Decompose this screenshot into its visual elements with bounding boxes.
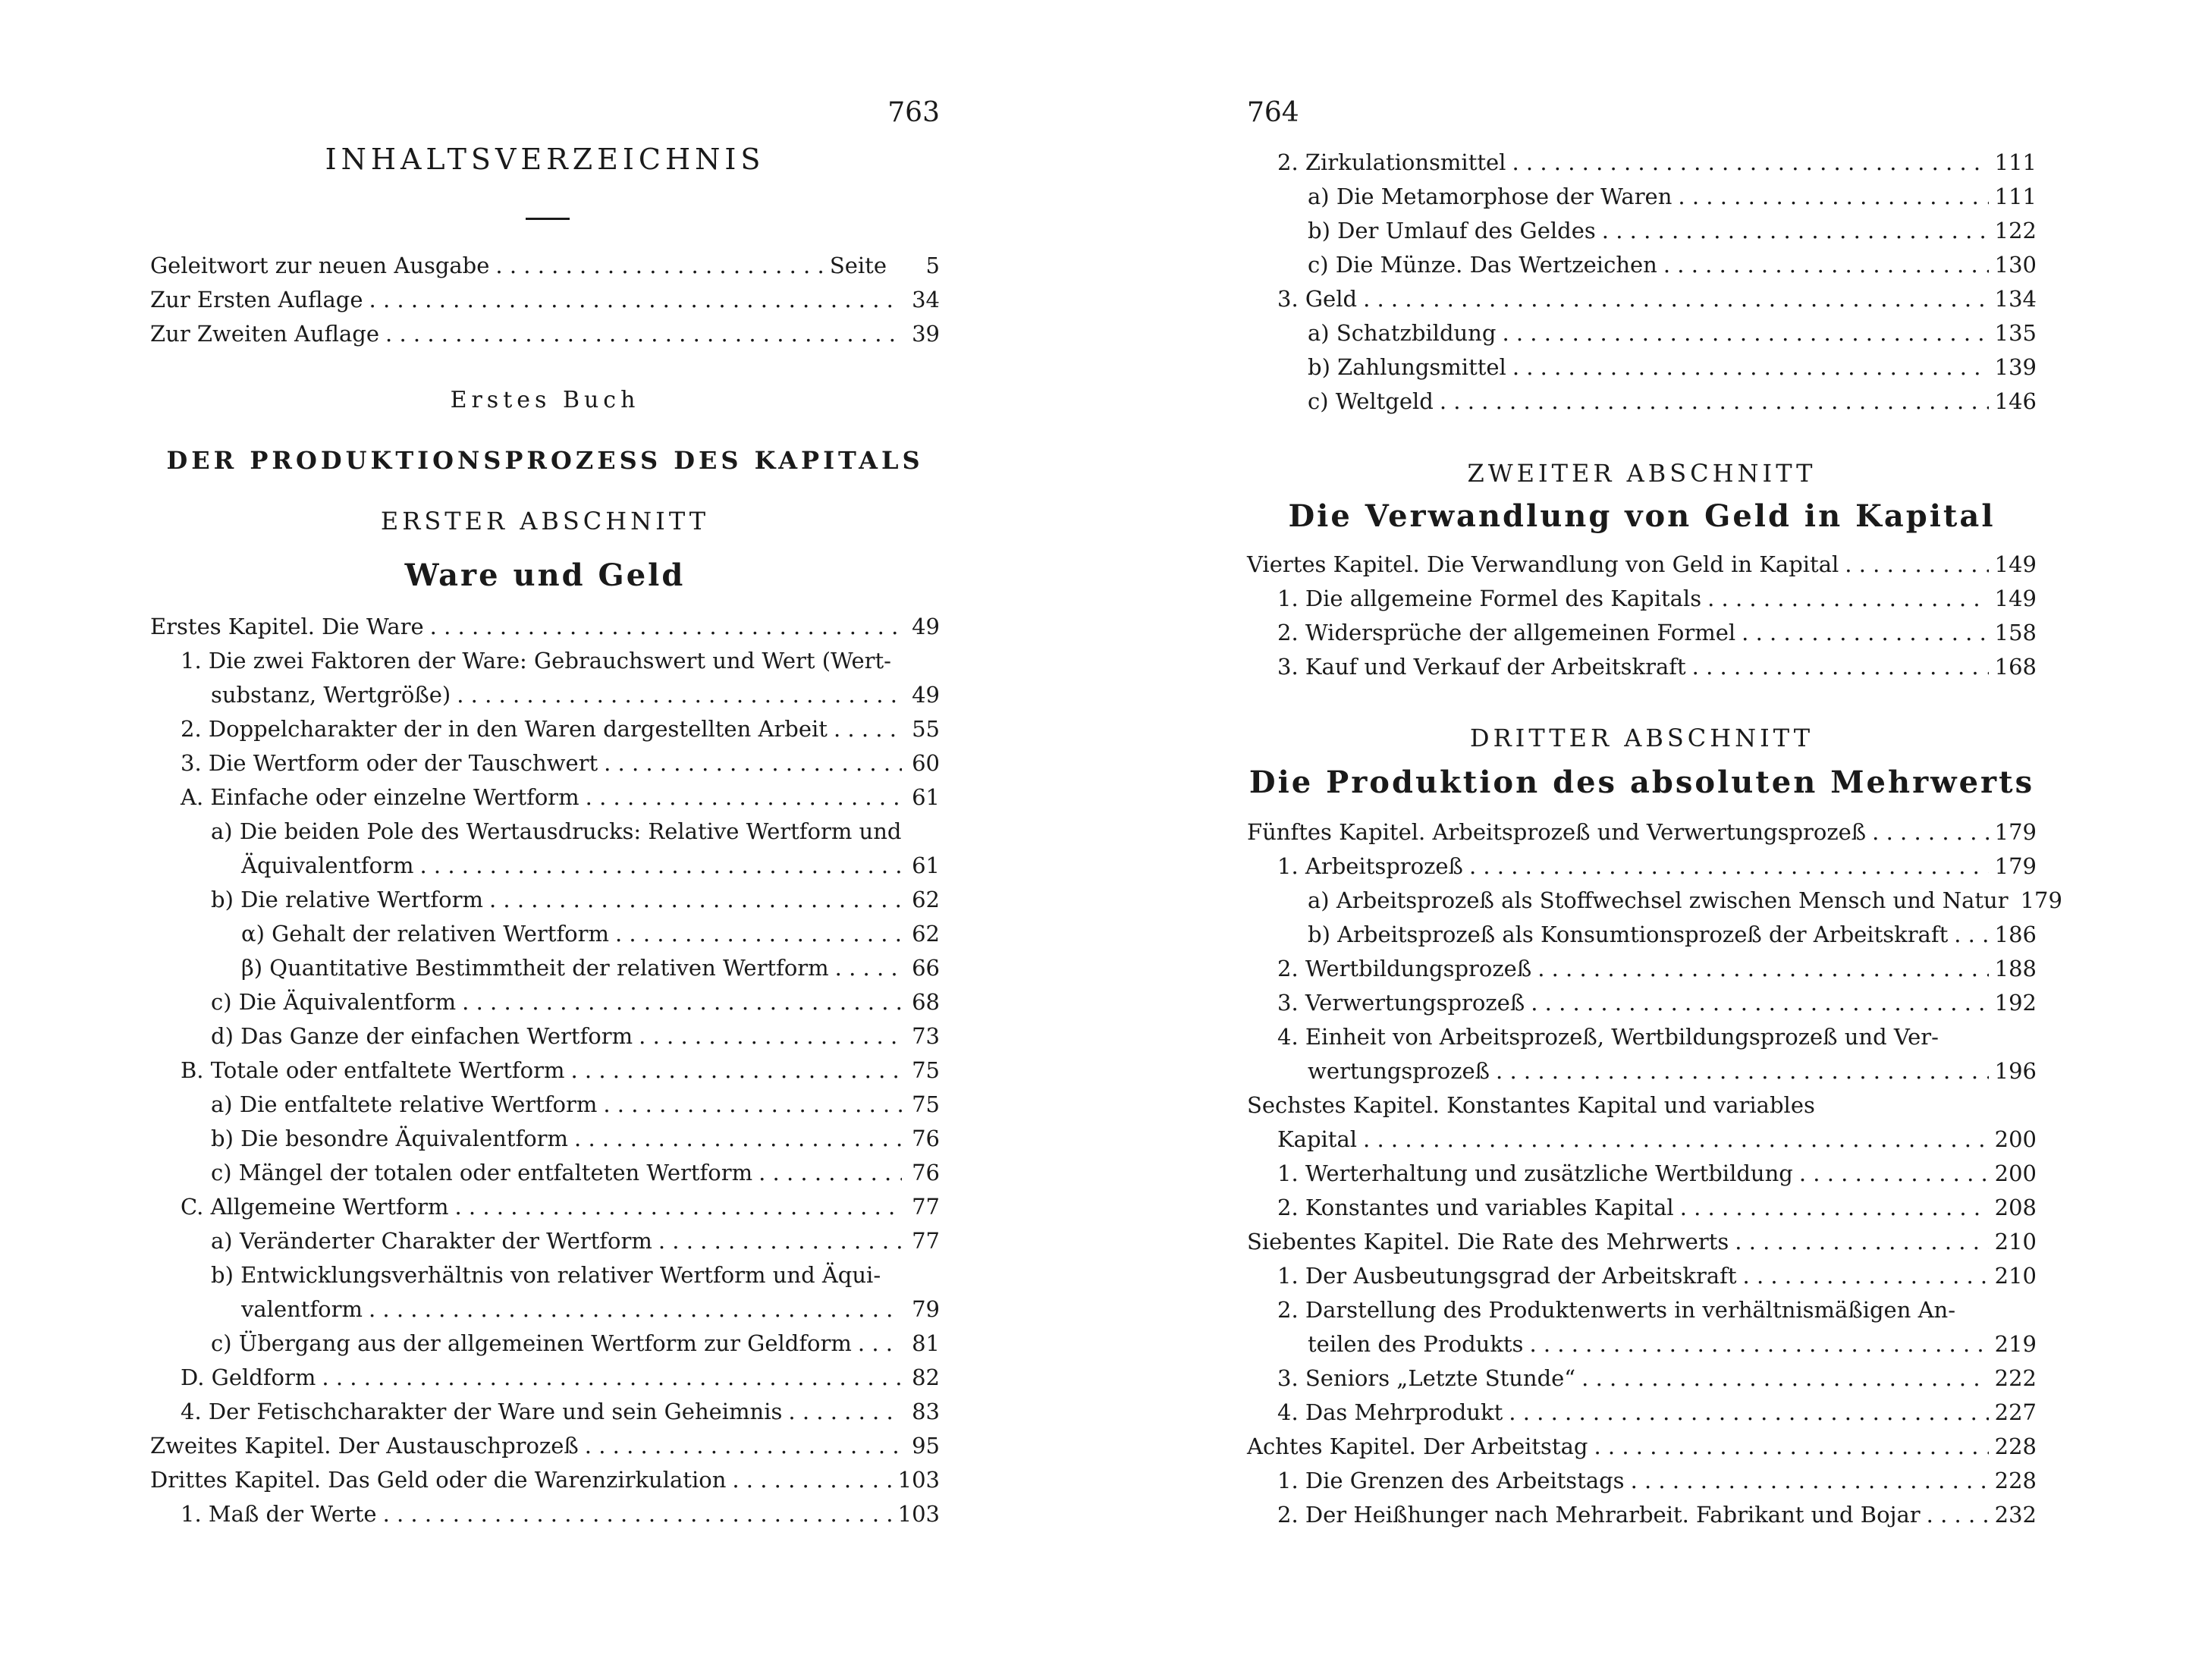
entry-title: 1. Die Grenzen des Arbeitstags bbox=[1277, 1468, 1625, 1493]
toc-entry bbox=[1247, 1293, 2037, 1327]
entry-title: Zur Ersten Auflage bbox=[150, 287, 363, 312]
dot-leader bbox=[1927, 1498, 1989, 1532]
entry-title: Geleitwort zur neuen Ausgabe bbox=[150, 253, 490, 278]
entry-title: α) Gehalt der relativen Wertform bbox=[241, 921, 609, 947]
section-title: Die Verwandlung von Geld in Kapital bbox=[1288, 498, 1996, 534]
entry-title: 3. Kauf und Verkauf der Arbeitskraft bbox=[1277, 654, 1686, 680]
dot-leader bbox=[615, 917, 902, 951]
dot-leader bbox=[454, 1190, 902, 1224]
entry-title: c) Übergang aus der allgemeinen Wertform zur Geldform bbox=[211, 1330, 852, 1356]
entry-page-number: 130 bbox=[1994, 252, 2037, 278]
toc-entry bbox=[1247, 815, 2037, 849]
toc-entry bbox=[150, 780, 940, 815]
entry-title: Äquivalentform bbox=[241, 853, 414, 878]
dot-leader bbox=[1872, 815, 1988, 849]
dot-leader bbox=[1663, 248, 1989, 282]
page-number: 763 bbox=[887, 97, 940, 128]
entry-page-number: 227 bbox=[1994, 1399, 2037, 1425]
entry-title: a) Arbeitsprozeß als Stoffwechsel zwischen Mensch und Natur bbox=[1308, 887, 2009, 913]
entry-page-number: 122 bbox=[1994, 218, 2037, 243]
dot-leader bbox=[1531, 986, 1988, 1020]
book-title: DER PRODUKTIONSPROZESS DES KAPITALS bbox=[166, 446, 924, 475]
entry-page-number: 219 bbox=[1994, 1331, 2037, 1357]
entry-title: a) Schatzbildung bbox=[1308, 320, 1497, 346]
entry-page-number: 134 bbox=[1994, 286, 2037, 312]
entry-title: 2. Der Heißhunger nach Mehrarbeit. Fabrikant und Bojar bbox=[1277, 1502, 1921, 1528]
entry-title: 2. Doppelcharakter der in den Waren dargestellten Arbeit bbox=[181, 716, 828, 742]
entry-title: 3. Seniors „Letzte Stunde“ bbox=[1277, 1365, 1576, 1391]
toc-entry bbox=[1247, 1327, 2037, 1361]
entry-page-number: 103 bbox=[897, 1501, 940, 1527]
entry-title: 2. Wertbildungsprozeß bbox=[1277, 956, 1532, 981]
entry-title: b) Die relative Wertform bbox=[211, 887, 483, 912]
entry-page-number: 149 bbox=[1994, 551, 2037, 577]
entry-page-number: 196 bbox=[1994, 1058, 2037, 1084]
toc-entry bbox=[150, 815, 940, 849]
toc-entry bbox=[150, 1292, 940, 1327]
toc-entry bbox=[150, 1088, 940, 1122]
toc-entry bbox=[150, 1361, 940, 1395]
dot-leader bbox=[1537, 952, 1988, 986]
toc-entry bbox=[150, 985, 940, 1019]
entry-page-number: 179 bbox=[2020, 887, 2062, 913]
toc-list-section2 bbox=[1247, 548, 2037, 684]
toc-entry bbox=[150, 917, 940, 951]
dot-leader bbox=[1502, 316, 1988, 350]
entry-title: b) Die besondre Äquivalentform bbox=[211, 1126, 569, 1151]
toc-entry bbox=[1247, 548, 2037, 582]
toc-entry bbox=[1247, 1361, 2037, 1396]
toc-entry bbox=[150, 1122, 940, 1156]
entry-page-number: 62 bbox=[912, 887, 940, 912]
dot-leader bbox=[1799, 1157, 1989, 1191]
entry-title: 4. Der Fetischcharakter der Ware und sein Geheimnis bbox=[181, 1399, 783, 1424]
entry-page-number: 62 bbox=[912, 921, 940, 947]
entry-page-number: 60 bbox=[912, 750, 940, 776]
toc-entry bbox=[1247, 146, 2037, 180]
toc-entry bbox=[1247, 650, 2037, 684]
entry-page-number: 210 bbox=[1994, 1229, 2037, 1255]
toc-entry bbox=[150, 1156, 940, 1190]
entry-page-number: 75 bbox=[912, 1057, 940, 1083]
entry-title: 3. Geld bbox=[1277, 286, 1358, 312]
dot-leader bbox=[383, 1497, 892, 1531]
entry-page-number: 232 bbox=[1994, 1502, 2037, 1528]
entry-page-number: 139 bbox=[1994, 354, 2037, 380]
dot-leader bbox=[1529, 1327, 1988, 1361]
toc-entry bbox=[150, 883, 940, 917]
dot-leader bbox=[1496, 1054, 1989, 1088]
toc-entry bbox=[1247, 1225, 2037, 1259]
entry-page-number: 210 bbox=[1994, 1263, 2037, 1289]
entry-page-number: 49 bbox=[912, 682, 940, 708]
dot-leader bbox=[1707, 582, 1989, 616]
entry-title: Erstes Kapitel. Die Ware bbox=[150, 614, 424, 639]
toc-entry bbox=[1247, 1498, 2037, 1532]
toc-entry bbox=[150, 1497, 940, 1531]
entry-page-number: 55 bbox=[912, 716, 940, 742]
entry-title: 3. Die Wertform oder der Tauschwert bbox=[181, 750, 598, 776]
dot-leader bbox=[1680, 1191, 1989, 1225]
toc-entry bbox=[150, 283, 940, 317]
entry-title: c) Die Äquivalentform bbox=[211, 989, 457, 1015]
toc-entry bbox=[1247, 214, 2037, 248]
toc-entry bbox=[150, 678, 940, 712]
toc-list-section3 bbox=[1247, 815, 2062, 1532]
dot-leader bbox=[419, 849, 902, 883]
dot-leader bbox=[369, 1292, 902, 1327]
toc-entry bbox=[1247, 350, 2037, 385]
entry-title: Zur Zweiten Auflage bbox=[150, 321, 380, 347]
toc-entry bbox=[150, 951, 940, 985]
entry-title: d) Das Ganze der einfachen Wertform bbox=[211, 1023, 633, 1049]
entry-title: Kapital bbox=[1277, 1126, 1358, 1152]
dot-leader bbox=[759, 1156, 902, 1190]
toc-entry bbox=[1247, 582, 2037, 616]
toc-entry bbox=[150, 1019, 940, 1054]
dot-leader bbox=[1509, 1396, 1988, 1430]
entry-title: Sechstes Kapitel. Konstantes Kapital und variables bbox=[1247, 1092, 1815, 1118]
entry-page-number: 192 bbox=[1994, 990, 2037, 1016]
entry-page-number: 49 bbox=[912, 614, 940, 639]
section-heading: ZWEITER ABSCHNITT bbox=[1467, 459, 1817, 488]
dot-leader bbox=[1469, 849, 1989, 884]
entry-title: 2. Konstantes und variables Kapital bbox=[1277, 1195, 1674, 1220]
toc-entry bbox=[1247, 1054, 2037, 1088]
entry-title: 2. Zirkulationsmittel bbox=[1277, 149, 1506, 175]
toc-entry bbox=[1247, 180, 2037, 214]
front-matter-list bbox=[150, 249, 940, 351]
entry-title: β) Quantitative Bestimmtheit der relativen Wertform bbox=[241, 955, 829, 981]
dot-leader bbox=[1581, 1361, 1989, 1396]
entry-page-number: 168 bbox=[1994, 654, 2037, 680]
dot-leader bbox=[834, 712, 902, 746]
entry-page-number: 103 bbox=[897, 1467, 940, 1493]
right-page bbox=[1247, 0, 2062, 1680]
toc-entry bbox=[1247, 282, 2037, 316]
entry-title: Fünftes Kapitel. Arbeitsprozeß und Verwertungsprozeß bbox=[1247, 819, 1867, 845]
dot-leader bbox=[1735, 1225, 1988, 1259]
toc-entry bbox=[150, 317, 940, 351]
toc-entry bbox=[1247, 884, 2062, 918]
entry-page-number: 66 bbox=[912, 955, 940, 981]
entry-title: 4. Das Mehrprodukt bbox=[1277, 1399, 1503, 1425]
dot-leader bbox=[788, 1395, 902, 1429]
toc-entry bbox=[1247, 952, 2037, 986]
dot-leader bbox=[1692, 650, 1989, 684]
toc-entry bbox=[1247, 385, 2037, 419]
entry-page-number: 135 bbox=[1994, 320, 2037, 346]
toc-entry bbox=[1247, 1020, 2037, 1054]
dot-leader bbox=[1845, 548, 1988, 582]
toc-entry bbox=[1247, 1191, 2037, 1225]
dot-leader bbox=[835, 951, 902, 985]
toc-entry bbox=[1247, 1157, 2037, 1191]
toc-entry bbox=[150, 249, 940, 283]
dot-leader bbox=[1363, 282, 1989, 316]
entry-page-number: 39 bbox=[912, 321, 940, 347]
dot-leader bbox=[462, 985, 902, 1019]
toc-entry bbox=[1247, 616, 2037, 650]
entry-title: teilen des Produkts bbox=[1308, 1331, 1524, 1357]
dot-leader bbox=[369, 283, 902, 317]
dot-leader bbox=[570, 1054, 902, 1088]
toc-entry bbox=[150, 1258, 940, 1292]
entry-page-number: 188 bbox=[1994, 956, 2037, 981]
entry-title: 2. Widersprüche der allgemeinen Formel bbox=[1277, 620, 1736, 645]
toc-entry bbox=[1247, 986, 2037, 1020]
dot-leader bbox=[658, 1224, 902, 1258]
toc-list bbox=[150, 610, 940, 1531]
entry-title: c) Die Münze. Das Wertzeichen bbox=[1308, 252, 1657, 278]
entry-title: b) Entwicklungsverhältnis von relativer Wertform und Äqui- bbox=[211, 1262, 881, 1288]
dot-leader bbox=[1742, 616, 1988, 650]
dot-leader bbox=[732, 1463, 891, 1497]
entry-title: Drittes Kapitel. Das Geld oder die Warenzirkulation bbox=[150, 1467, 727, 1493]
entry-title: c) Weltgeld bbox=[1308, 388, 1434, 414]
dot-leader bbox=[1594, 1430, 1988, 1464]
toc-entry bbox=[1247, 316, 2037, 350]
dot-leader bbox=[1440, 385, 1989, 419]
entry-title: Siebentes Kapitel. Die Rate des Mehrwerts bbox=[1247, 1229, 1729, 1255]
toc-entry bbox=[1247, 1430, 2037, 1464]
entry-title: 1. Die zwei Faktoren der Ware: Gebrauchswert und Wert (Wert- bbox=[181, 648, 891, 674]
entry-page-number: 79 bbox=[912, 1296, 940, 1322]
toc-entry bbox=[1247, 849, 2037, 884]
entry-page-number: 179 bbox=[1994, 853, 2037, 879]
toc-entry bbox=[1247, 1464, 2037, 1498]
entry-title: A. Einfache oder einzelne Wertform bbox=[181, 784, 579, 810]
entry-page-number: 82 bbox=[912, 1364, 940, 1390]
dot-leader bbox=[858, 1327, 902, 1361]
entry-page-number: 208 bbox=[1994, 1195, 2037, 1220]
section-heading: ERSTER ABSCHNITT bbox=[380, 507, 710, 535]
toc-entry bbox=[150, 849, 940, 883]
dot-leader bbox=[603, 1088, 902, 1122]
entry-page-number: 75 bbox=[912, 1091, 940, 1117]
toc-entry bbox=[150, 1395, 940, 1429]
book-label: Erstes Buch bbox=[450, 387, 640, 413]
toc-entry bbox=[1247, 248, 2037, 282]
entry-title: 2. Darstellung des Produktenwerts in verhältnismäßigen An- bbox=[1277, 1297, 1956, 1323]
toc-entry bbox=[1247, 1259, 2037, 1293]
entry-page-number: 228 bbox=[1994, 1468, 2037, 1493]
dot-leader bbox=[1631, 1464, 1989, 1498]
entry-page-number: 95 bbox=[912, 1433, 940, 1459]
entry-title: Achtes Kapitel. Der Arbeitstag bbox=[1247, 1433, 1588, 1459]
entry-title: b) Arbeitsprozeß als Konsumtionsprozeß der Arbeitskraft bbox=[1308, 922, 1949, 947]
entry-title: 1. Der Ausbeutungsgrad der Arbeitskraft bbox=[1277, 1263, 1737, 1289]
entry-title: a) Veränderter Charakter der Wertform bbox=[211, 1228, 652, 1254]
entry-page-number: 186 bbox=[1994, 922, 2037, 947]
dot-leader bbox=[385, 317, 902, 351]
toc-entry bbox=[150, 1054, 940, 1088]
toc-entry bbox=[150, 1327, 940, 1361]
entry-page-number: 61 bbox=[912, 784, 940, 810]
toc-entry bbox=[1247, 1123, 2037, 1157]
entry-page-number: 61 bbox=[912, 853, 940, 878]
dot-leader bbox=[604, 746, 902, 780]
dot-leader bbox=[639, 1019, 902, 1054]
toc-entry bbox=[150, 1429, 940, 1463]
entry-title: substanz, Wertgröße) bbox=[211, 682, 451, 708]
left-page bbox=[150, 0, 940, 1680]
entry-title: 1. Werterhaltung und zusätzliche Wertbildung bbox=[1277, 1160, 1793, 1186]
dot-leader bbox=[457, 678, 902, 712]
entry-page-number: 149 bbox=[1994, 586, 2037, 611]
toc-entry bbox=[1247, 918, 2037, 952]
entry-page-number: 222 bbox=[1994, 1365, 2037, 1391]
dot-leader bbox=[585, 1429, 902, 1463]
dot-leader bbox=[430, 610, 902, 644]
dot-leader bbox=[1363, 1123, 1989, 1157]
entry-page-number: 5 bbox=[925, 253, 940, 278]
dot-leader bbox=[1678, 180, 1988, 214]
entry-title: a) Die beiden Pole des Wertausdrucks: Relative Wertform und bbox=[211, 818, 902, 844]
dot-leader bbox=[1602, 214, 1989, 248]
page-number: 764 bbox=[1247, 97, 1299, 128]
entry-page-number: 73 bbox=[912, 1023, 940, 1049]
entry-page-number: 146 bbox=[1994, 388, 2037, 414]
section-title: Die Produktion des absoluten Mehrwerts bbox=[1248, 765, 2035, 800]
dot-leader bbox=[586, 780, 902, 815]
entry-page-number: 76 bbox=[912, 1126, 940, 1151]
toc-entry bbox=[150, 746, 940, 780]
entry-title: B. Totale oder entfaltete Wertform bbox=[181, 1057, 565, 1083]
entry-title: b) Zahlungsmittel bbox=[1308, 354, 1506, 380]
entry-title: valentform bbox=[241, 1296, 363, 1322]
toc-entry bbox=[150, 1224, 940, 1258]
title-rule bbox=[526, 218, 570, 220]
entry-page-number: 179 bbox=[1994, 819, 2037, 845]
entry-page-number: 76 bbox=[912, 1160, 940, 1185]
toc-list-continued bbox=[1247, 146, 2037, 419]
entry-title: 1. Maß der Werte bbox=[181, 1501, 377, 1527]
dot-leader bbox=[1512, 350, 1989, 385]
toc-entry bbox=[1247, 1088, 2037, 1123]
entry-title: 4. Einheit von Arbeitsprozeß, Wertbildungsprozeß und Ver- bbox=[1277, 1024, 1939, 1050]
entry-title: Viertes Kapitel. Die Verwandlung von Geld in Kapital bbox=[1247, 551, 1839, 577]
entry-title: a) Die Metamorphose der Waren bbox=[1308, 184, 1672, 209]
section-title: Ware und Geld bbox=[404, 557, 686, 593]
entry-title: 1. Arbeitsprozeß bbox=[1277, 853, 1463, 879]
entry-page-number: 34 bbox=[912, 287, 940, 312]
entry-page-number: 68 bbox=[912, 989, 940, 1015]
toc-entry bbox=[150, 610, 940, 644]
entry-page-number: 77 bbox=[912, 1194, 940, 1220]
toc-entry bbox=[150, 644, 940, 678]
dot-leader bbox=[322, 1361, 902, 1395]
entry-title: 3. Verwertungsprozeß bbox=[1277, 990, 1525, 1016]
entry-title: 1. Die allgemeine Formel des Kapitals bbox=[1277, 586, 1702, 611]
dot-leader bbox=[1512, 146, 1988, 180]
toc-entry bbox=[150, 1463, 940, 1497]
entry-title: b) Der Umlauf des Geldes bbox=[1308, 218, 1596, 243]
entry-title: a) Die entfaltete relative Wertform bbox=[211, 1091, 598, 1117]
entry-page-number: 200 bbox=[1994, 1160, 2037, 1186]
entry-title: wertungsprozeß bbox=[1308, 1058, 1490, 1084]
page-title: INHALTSVERZEICHNIS bbox=[325, 143, 765, 176]
dot-leader bbox=[1743, 1259, 1989, 1293]
section-heading: DRITTER ABSCHNITT bbox=[1469, 724, 1814, 752]
entry-page-number: 111 bbox=[1994, 149, 2037, 175]
entry-page-number: 77 bbox=[912, 1228, 940, 1254]
toc-entry bbox=[150, 1190, 940, 1224]
page-label: Seite bbox=[829, 253, 887, 278]
toc-entry bbox=[150, 712, 940, 746]
dot-leader bbox=[1954, 918, 1988, 952]
dot-leader bbox=[574, 1122, 902, 1156]
entry-page-number: 111 bbox=[1994, 184, 2037, 209]
entry-page-number: 81 bbox=[912, 1330, 940, 1356]
entry-page-number: 158 bbox=[1994, 620, 2037, 645]
entry-page-number: 200 bbox=[1994, 1126, 2037, 1152]
entry-title: Zweites Kapitel. Der Austauschprozeß bbox=[150, 1433, 579, 1459]
entry-title: c) Mängel der totalen oder entfalteten Wertform bbox=[211, 1160, 753, 1185]
entry-title: C. Allgemeine Wertform bbox=[181, 1194, 449, 1220]
entry-title: D. Geldform bbox=[181, 1364, 316, 1390]
entry-page-number: 83 bbox=[912, 1399, 940, 1424]
entry-page-number: 228 bbox=[1994, 1433, 2037, 1459]
toc-entry bbox=[1247, 1396, 2037, 1430]
dot-leader bbox=[489, 883, 902, 917]
dot-leader bbox=[495, 249, 823, 283]
